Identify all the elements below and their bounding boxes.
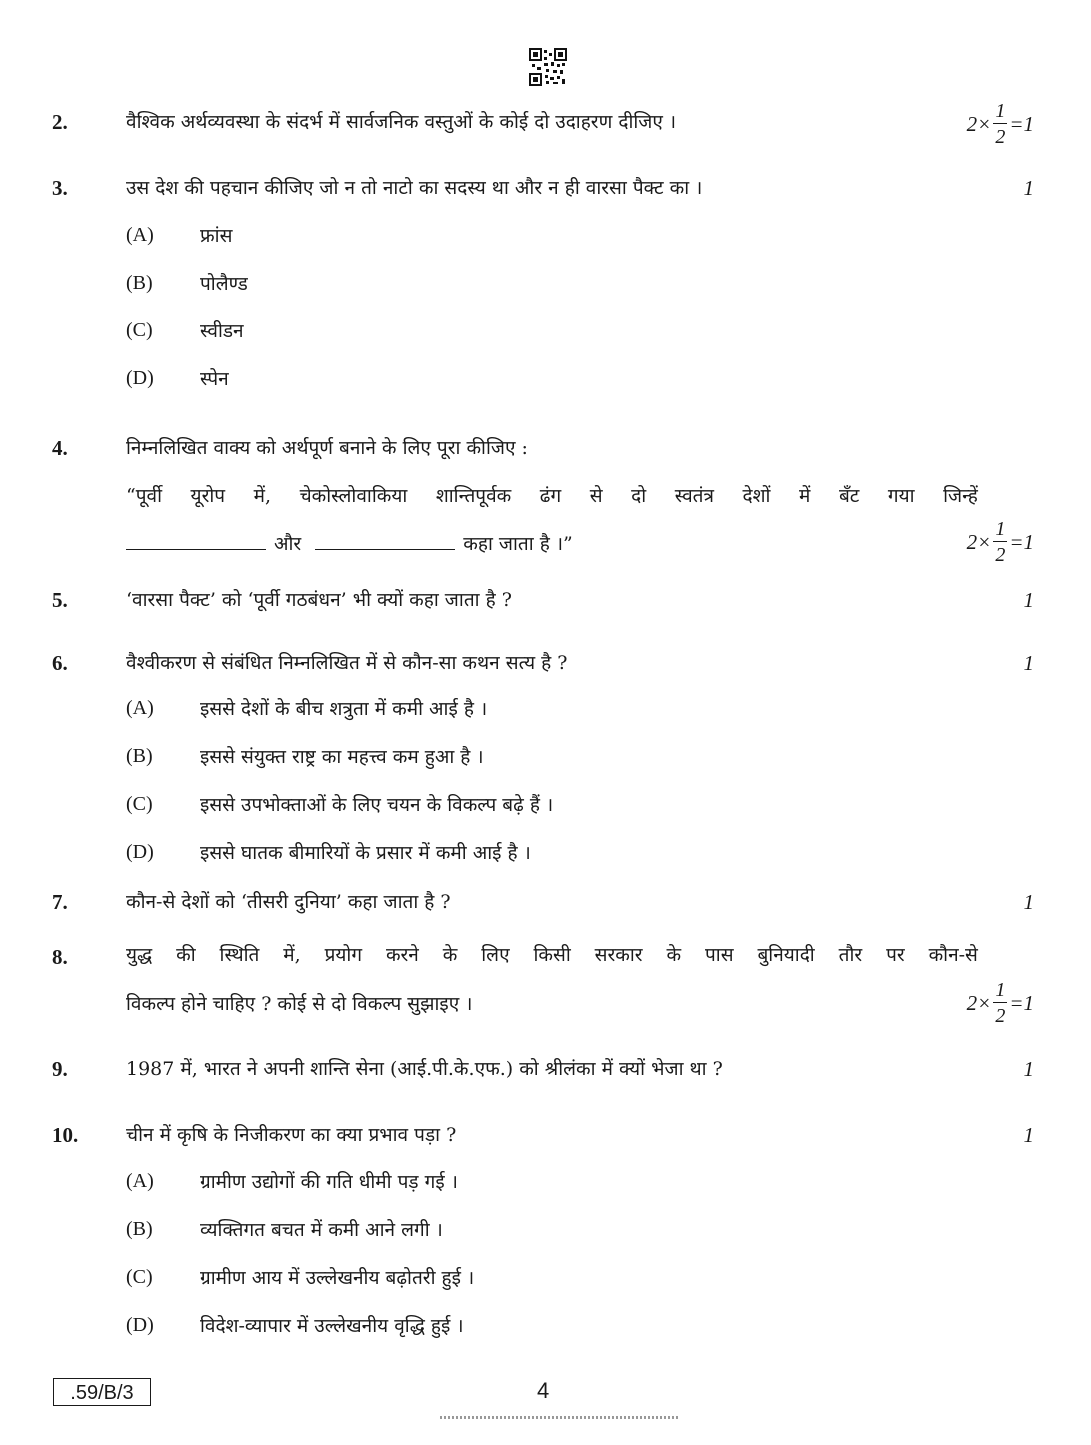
marks: 1: [1023, 588, 1034, 612]
paper-code-box: .59/B/3: [53, 1378, 151, 1406]
marks: 1: [1023, 651, 1034, 675]
question-number: 3.: [52, 176, 68, 200]
marks-suffix: =1: [1009, 990, 1034, 1015]
word: “पूर्वी: [126, 485, 162, 507]
blanks-line: [126, 530, 573, 556]
question-text-line2: विकल्प होने चाहिए ? कोई से दो विकल्प सुझाइए ।: [126, 993, 473, 1015]
word: देशों: [742, 485, 771, 507]
option-text: विदेश-व्यापार में उल्लेखनीय वृद्धि हुई ।: [200, 1315, 464, 1337]
quote-line: [126, 482, 978, 508]
marks-fraction: [967, 975, 1034, 1031]
word: प्रयोग: [324, 944, 363, 966]
marks-suffix: =1: [1009, 111, 1034, 136]
option-text: इससे देशों के बीच शत्रुता में कमी आई है ।: [200, 698, 488, 720]
quote-end: कहा जाता है ।”: [463, 533, 573, 555]
fraction-denominator: 2: [995, 544, 1006, 566]
qr-code-icon: [529, 48, 567, 86]
fraction-denominator: 2: [995, 126, 1006, 148]
question-text: वैश्विक अर्थव्यवस्था के संदर्भ में सार्वजनिक वस्तुओं के कोई दो उदाहरण दीजिए ।: [126, 111, 677, 133]
marks: 1: [1023, 1123, 1034, 1147]
word: युद्ध: [126, 944, 153, 966]
fraction-numerator: 1: [995, 518, 1006, 540]
word: से: [589, 485, 603, 507]
marks-fraction: [967, 96, 1034, 152]
and-word: और: [274, 533, 302, 555]
question-number: 7.: [52, 890, 68, 914]
option-letter: (D): [126, 1314, 154, 1336]
answer-blank: [126, 548, 266, 550]
question-number: 5.: [52, 588, 68, 612]
word: शान्तिपूर्वक: [435, 485, 512, 507]
question-text: चीन में कृषि के निजीकरण का क्या प्रभाव पड़ा ?: [126, 1124, 457, 1146]
question-text: ‘वारसा पैक्ट’ को ‘पूर्वी गठबंधन’ भी क्यों कहा जाता है ?: [126, 589, 512, 611]
option-letter: (A): [126, 1170, 154, 1192]
word: स्वतंत्र: [674, 485, 714, 507]
word: सरकार: [594, 944, 643, 966]
marks: 1: [1023, 1057, 1034, 1081]
word: चेकोस्लोवाकिया: [299, 485, 408, 507]
page-number: 4: [537, 1378, 550, 1403]
word: दो: [631, 485, 647, 507]
word: तौर: [838, 944, 863, 966]
question-number: 6.: [52, 651, 68, 675]
option-text: इससे उपभोक्ताओं के लिए चयन के विकल्प बढ़े हैं ।: [200, 794, 554, 816]
question-number: 9.: [52, 1057, 68, 1081]
option-text: फ्रांस: [200, 225, 233, 247]
question-text: वैश्वीकरण से संबंधित निम्नलिखित में से कौन-सा कथन सत्य है ?: [126, 652, 568, 674]
question-number: 4.: [52, 436, 68, 460]
word: बँट: [838, 485, 860, 507]
question-number: 10.: [52, 1123, 79, 1147]
option-letter: (C): [126, 793, 153, 815]
option-letter: (D): [126, 841, 154, 863]
word: कौन-से: [928, 944, 978, 966]
word: की: [176, 944, 196, 966]
option-letter: (B): [126, 745, 153, 767]
word: स्थिति: [219, 944, 260, 966]
option-text: इससे संयुक्त राष्ट्र का महत्त्व कम हुआ है ।: [200, 746, 484, 768]
marks: 1: [1023, 890, 1034, 914]
option-letter: (D): [126, 367, 154, 389]
microtext-line: [440, 1416, 680, 1419]
question-text: उस देश की पहचान कीजिए जो न तो नाटो का सदस्य था और न ही वारसा पैक्ट का ।: [126, 177, 703, 199]
question-text-line1: [126, 941, 978, 967]
marks-suffix: =1: [1009, 529, 1034, 554]
word: बुनियादी: [757, 944, 815, 966]
question-number: 8.: [52, 945, 68, 969]
option-letter: (A): [126, 224, 154, 246]
question-number: 2.: [52, 110, 68, 134]
fraction-numerator: 1: [995, 979, 1006, 1001]
word: पास: [704, 944, 734, 966]
option-text: इससे घातक बीमारियों के प्रसार में कमी आई है ।: [200, 842, 531, 864]
word: ढंग: [539, 485, 562, 507]
fraction-numerator: 1: [995, 100, 1006, 122]
option-text: ग्रामीण उद्योगों की गति धीमी पड़ गई ।: [200, 1171, 458, 1193]
question-text: निम्नलिखित वाक्य को अर्थपूर्ण बनाने के लिए पूरा कीजिए :: [126, 437, 528, 459]
word: करने: [385, 944, 419, 966]
word: यूरोप: [190, 485, 226, 507]
marks-prefix: 2×: [966, 990, 992, 1015]
word: के: [442, 944, 458, 966]
marks: 1: [1023, 176, 1034, 200]
word: में,: [283, 944, 301, 966]
option-text: ग्रामीण आय में उल्लेखनीय बढ़ोतरी हुई ।: [200, 1267, 475, 1289]
question-text: 1987 में, भारत ने अपनी शान्ति सेना (आई.पी.के.एफ.) को श्रीलंका में क्यों भेजा था ?: [126, 1058, 723, 1080]
marks-prefix: 2×: [966, 529, 992, 554]
word: किसी: [533, 944, 571, 966]
option-text: स्पेन: [200, 368, 229, 390]
option-letter: (C): [126, 319, 153, 341]
word: जिन्हें: [943, 485, 978, 507]
option-letter: (A): [126, 697, 154, 719]
option-text: पोलैण्ड: [200, 273, 248, 295]
word: के: [666, 944, 682, 966]
option-text: स्वीडन: [200, 320, 244, 342]
question-text: कौन-से देशों को ‘तीसरी दुनिया’ कहा जाता है ?: [126, 891, 451, 913]
word: गया: [887, 485, 915, 507]
marks-fraction: [967, 514, 1034, 570]
word: पर: [886, 944, 905, 966]
option-letter: (C): [126, 1266, 153, 1288]
option-letter: (B): [126, 272, 153, 294]
marks-prefix: 2×: [966, 111, 992, 136]
word: में,: [253, 485, 272, 507]
fraction-denominator: 2: [995, 1005, 1006, 1027]
word: में: [799, 485, 811, 507]
option-text: व्यक्तिगत बचत में कमी आने लगी ।: [200, 1219, 443, 1241]
word: लिए: [481, 944, 510, 966]
answer-blank: [315, 548, 455, 550]
option-letter: (B): [126, 1218, 153, 1240]
